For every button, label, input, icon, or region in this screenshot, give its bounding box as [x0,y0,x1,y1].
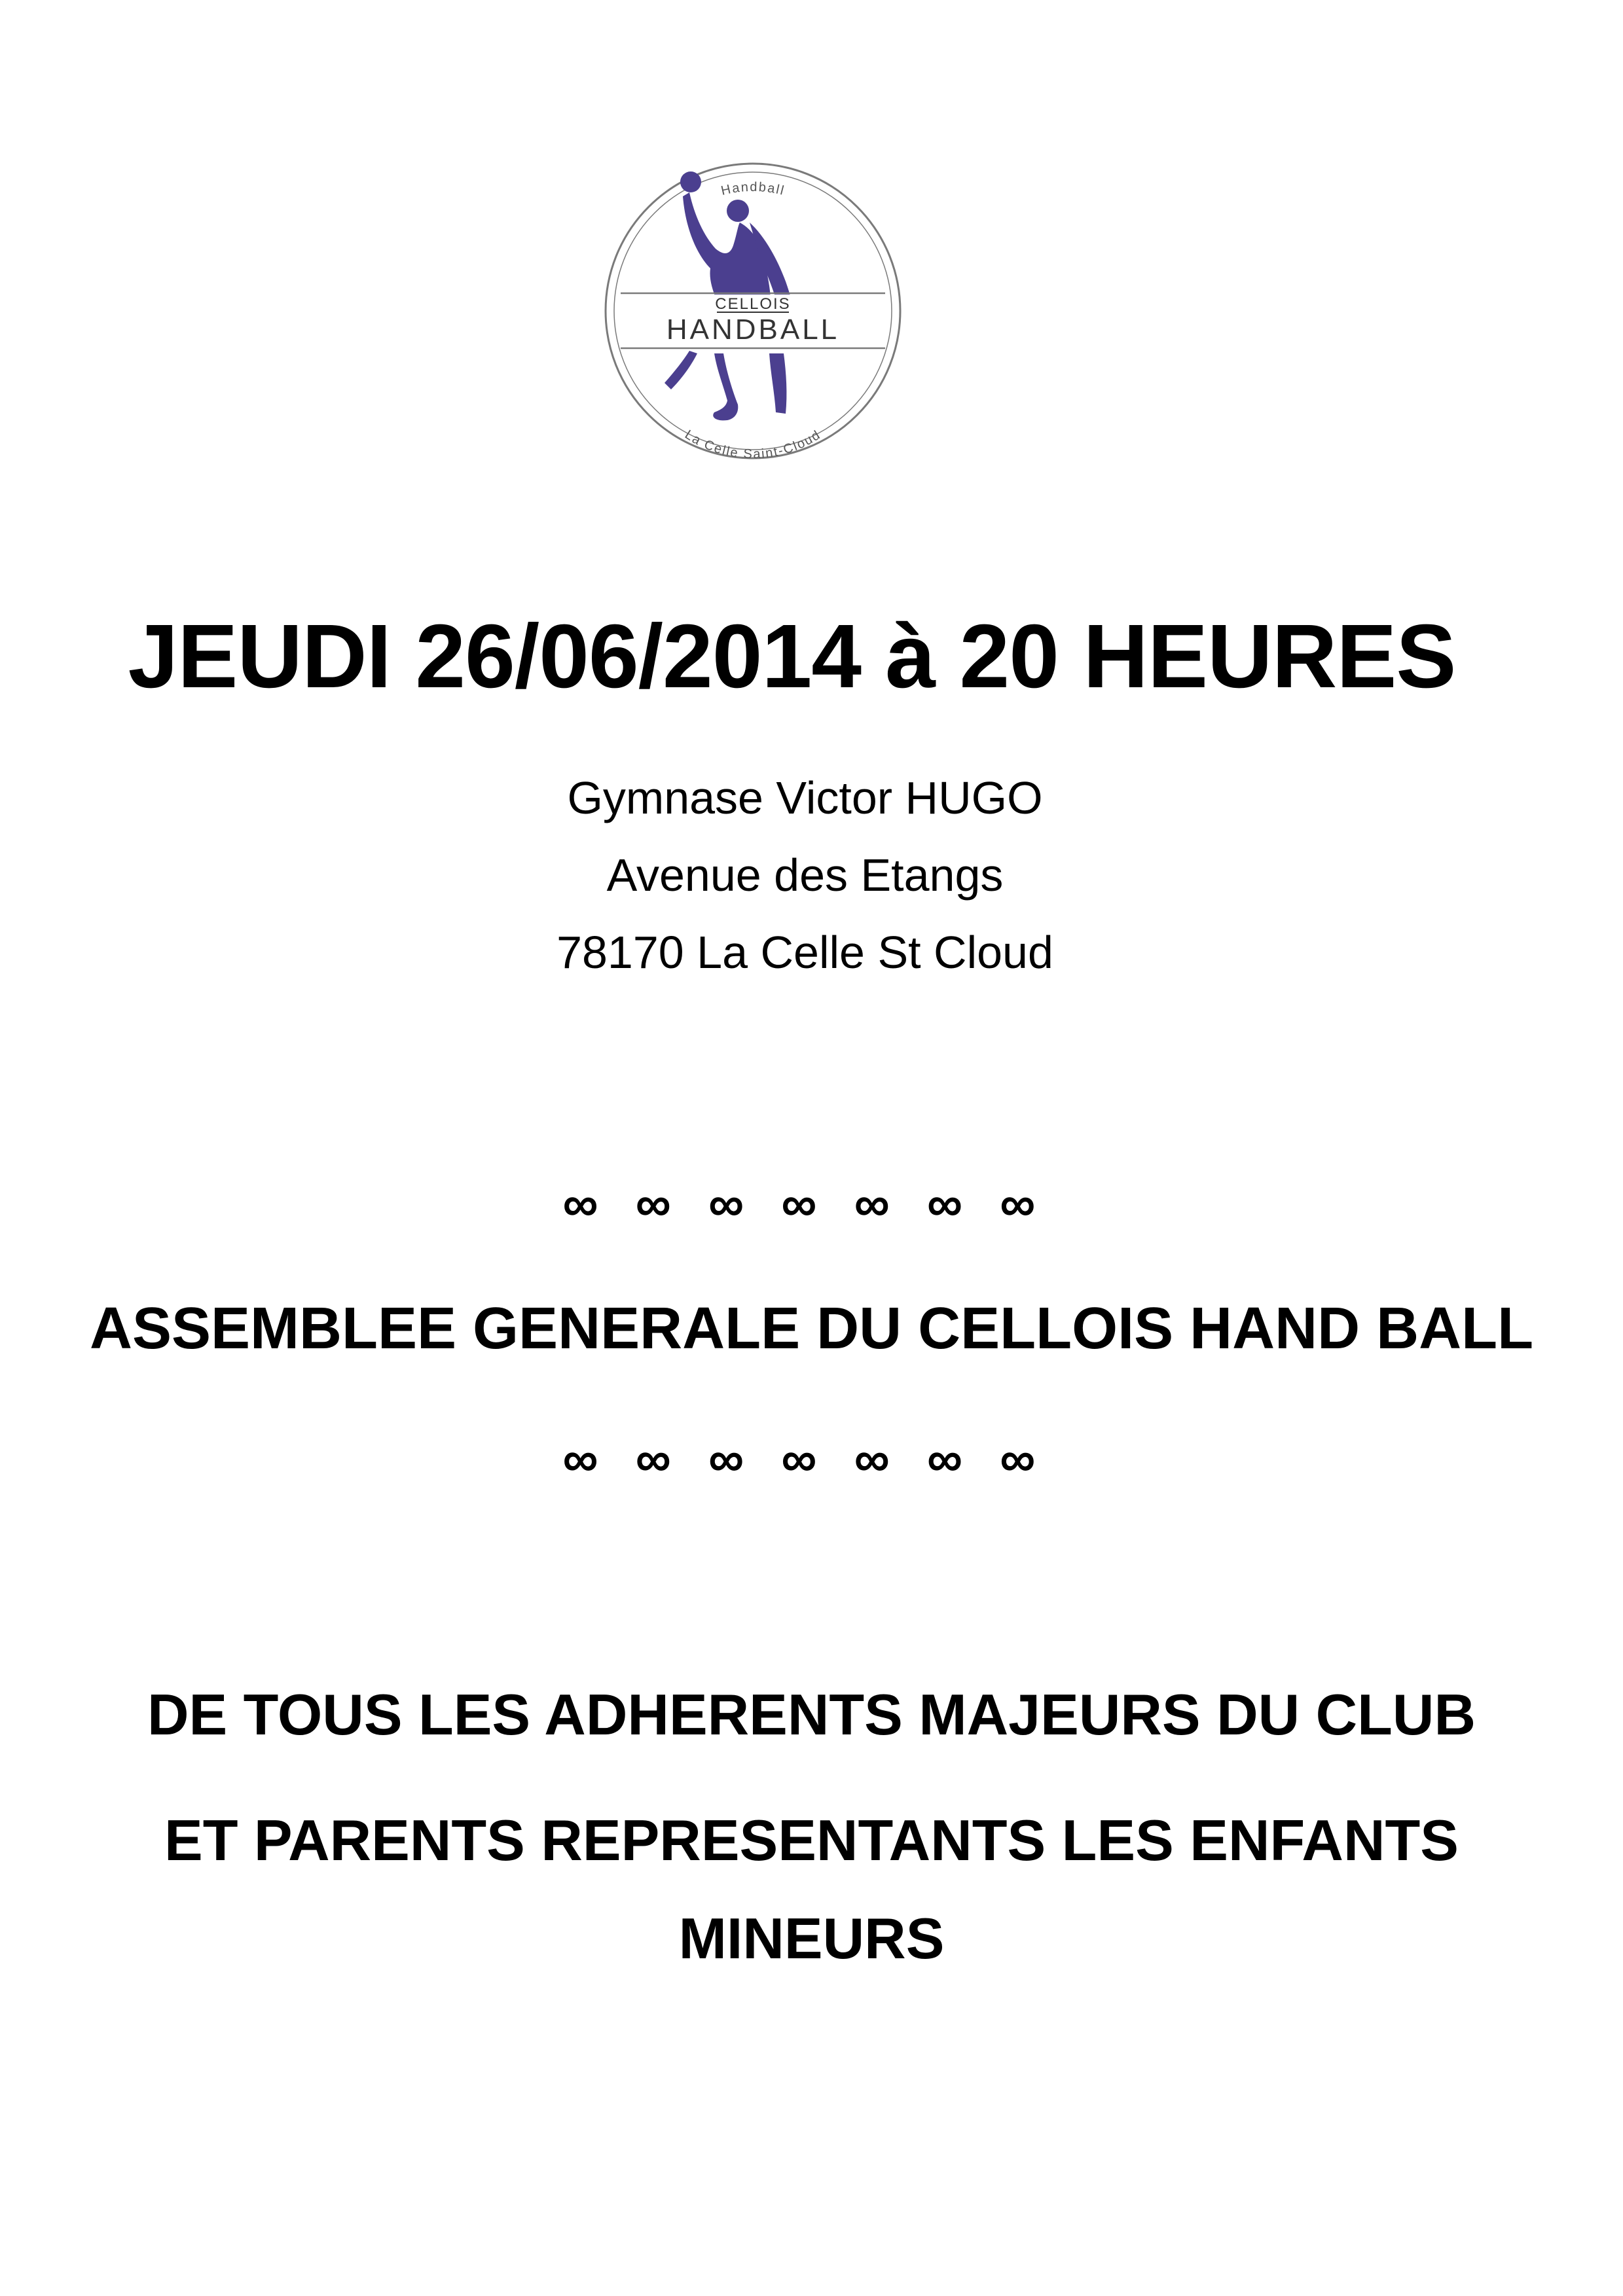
venue-city: 78170 La Celle St Cloud [556,927,1053,978]
venue-street: Avenue des Etangs [606,850,1004,901]
club-logo [599,157,907,465]
infinity-separator-bottom: ∞ ∞ ∞ ∞ ∞ ∞ ∞ [562,1431,1048,1487]
logo-club-small: CELLOIS [715,295,791,313]
logo-club-large: HANDBALL [666,314,840,346]
venue-address [0,759,1616,991]
event-date-title: JEUDI 26/06/2014 à 20 HEURES [128,606,1456,707]
audience-block [0,1676,1623,1978]
club-logo-graphic [599,157,907,465]
infinity-separator-top: ∞ ∞ ∞ ∞ ∞ ∞ ∞ [562,1176,1048,1232]
venue-name: Gymnase Victor HUGO [567,772,1043,823]
audience-line-3: MINEURS [678,1906,945,1971]
audience-line-2: ET PARENTS REPRESENTANTS LES ENFANTS [164,1808,1459,1873]
audience-line-1: DE TOUS LES ADHERENTS MAJEURS DU CLUB [147,1682,1476,1747]
assembly-title: ASSEMBLEE GENERALE DU CELLOIS HAND BALL [89,1296,1534,1361]
logo-bottom-text: La Celle Saint-Cloud [682,427,824,462]
logo-top-text: Handball [720,179,787,199]
